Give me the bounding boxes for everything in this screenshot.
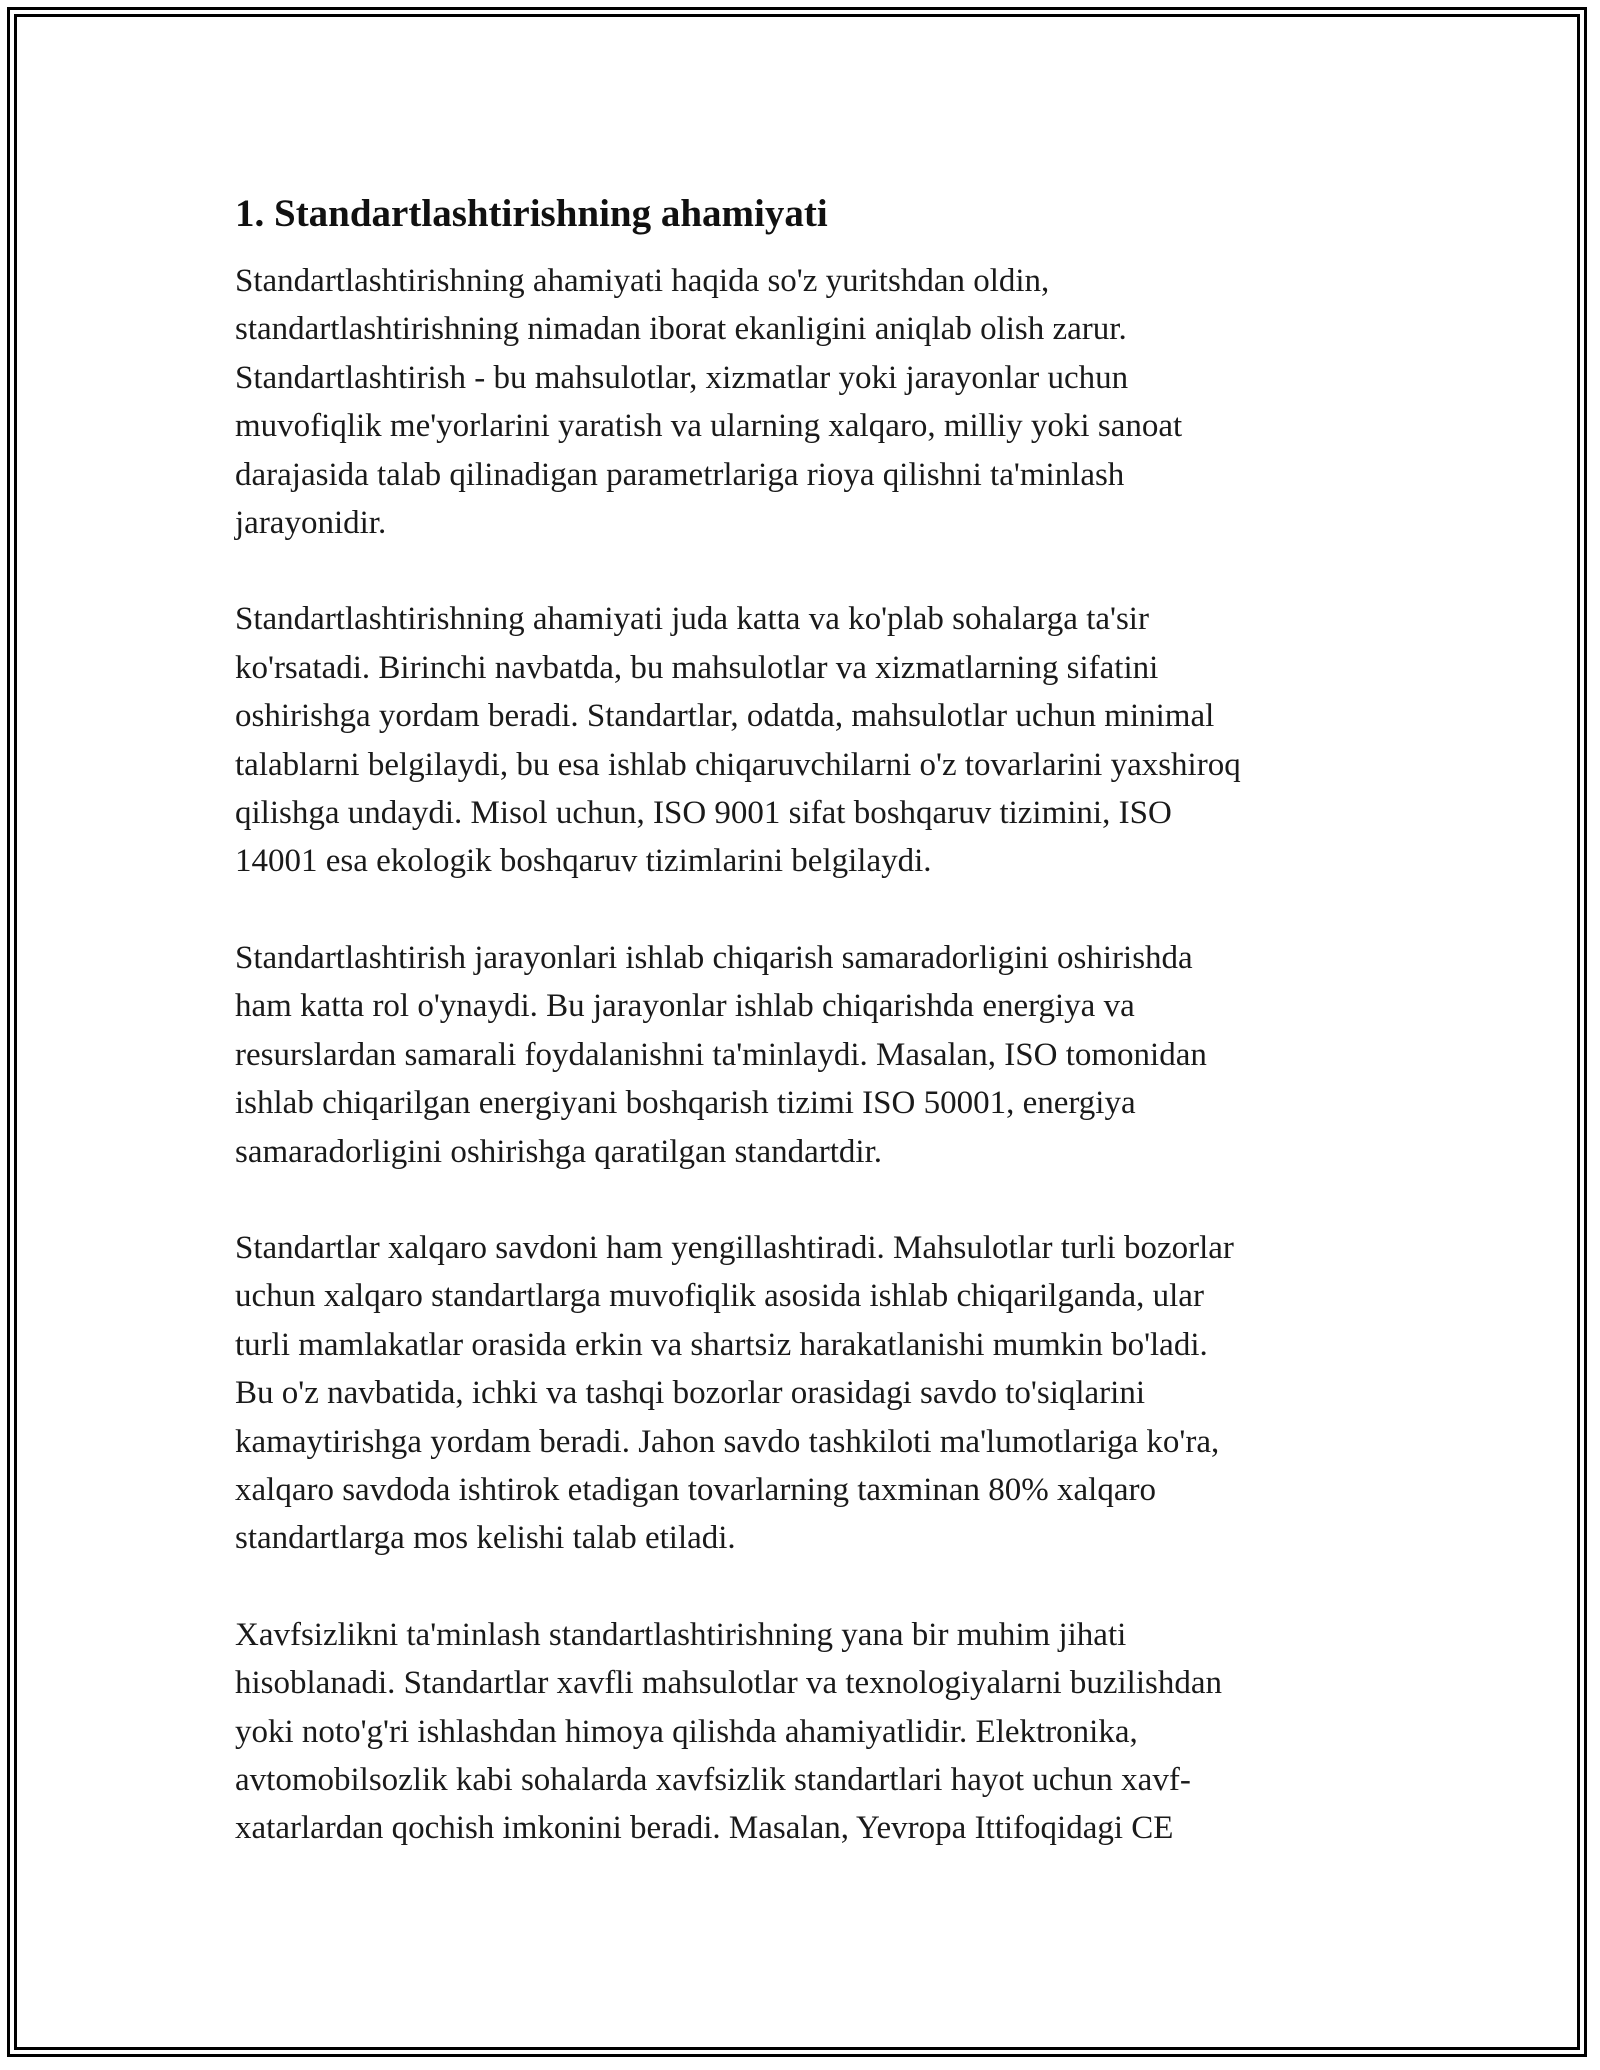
text-line: ishlab chiqarilgan energiyani boshqarish tizimi ISO 50001, energiya	[235, 1085, 1136, 1122]
text-line: Standartlar xalqaro savdoni ham yengillashtiradi. Mahsulotlar turli bozorlar	[235, 1229, 1234, 1266]
text-line: talablarni belgilaydi, bu esa ishlab chiqaruvchilarni o'z tovarlarini yaxshiroq	[235, 746, 1241, 783]
text-line: hisoblanadi. Standartlar xavfli mahsulotlar va texnologiyalarni buzilishdan	[235, 1665, 1223, 1702]
paragraph-5	[235, 1611, 1375, 1853]
paragraph-4	[235, 1224, 1375, 1563]
text-line: xalqaro savdoda ishtirok etadigan tovarlarning taxminan 80% xalqaro	[235, 1471, 1156, 1508]
paragraph-1	[235, 257, 1375, 547]
text-line: Standartlashtirish jarayonlari ishlab chiqarish samaradorligini oshirishda	[235, 939, 1193, 976]
text-line: Standartlashtirish - bu mahsulotlar, xizmatlar yoki jarayonlar uchun	[235, 359, 1129, 396]
text-line: kamaytirishga yordam beradi. Jahon savdo tashkiloti ma'lumotlariga ko'ra,	[235, 1423, 1220, 1460]
text-line: turli mamlakatlar orasida erkin va shartsiz harakatlanishi mumkin bo'ladi.	[235, 1326, 1208, 1363]
text-line: jarayonidir.	[235, 505, 387, 542]
text-line: samaradorligini oshirishga qaratilgan standartdir.	[235, 1133, 882, 1170]
section-heading: 1. Standartlashtirishning ahamiyati	[235, 192, 828, 235]
text-line: ko'rsatadi. Birinchi navbatda, bu mahsulotlar va xizmatlarning sifatini	[235, 649, 1159, 686]
text-line: oshirishga yordam beradi. Standartlar, odatda, mahsulotlar uchun minimal	[235, 698, 1215, 735]
text-line: darajasida talab qilinadigan parametrlariga rioya qilishni ta'minlash	[235, 456, 1125, 493]
paragraph-2	[235, 595, 1375, 885]
text-line: xatarlardan qochish imkonini beradi. Masalan, Yevropa Ittifoqidagi CE	[235, 1810, 1174, 1847]
text-line: standartlashtirishning nimadan iborat ekanligini aniqlab olish zarur.	[235, 311, 1127, 348]
text-line: Xavfsizlikni ta'minlash standartlashtirishning yana bir muhim jihati	[235, 1616, 1127, 1653]
text-line: qilishga undaydi. Misol uchun, ISO 9001 sifat boshqaruv tizimini, ISO	[235, 795, 1172, 832]
document-body	[235, 183, 1375, 1901]
text-line: resurslardan samarali foydalanishni ta'minlaydi. Masalan, ISO tomonidan	[235, 1036, 1207, 1073]
text-line: Bu o'z navbatida, ichki va tashqi bozorlar orasidagi savdo to'siqlarini	[235, 1375, 1145, 1412]
paragraph-3	[235, 934, 1375, 1176]
text-line: Standartlashtirishning ahamiyati haqida so'z yuritshdan oldin,	[235, 263, 1050, 299]
text-line: yoki noto'g'ri ishlashdan himoya qilishda ahamiyatlidir. Elektronika,	[235, 1713, 1138, 1750]
text-line: muvofiqlik me'yorlarini yaratish va ularning xalqaro, milliy yoki sanoat	[235, 408, 1183, 445]
text-line: 14001 esa ekologik boshqaruv tizimlarini belgilaydi.	[235, 843, 932, 880]
text-line: standartlarga mos kelishi talab etiladi.	[235, 1520, 736, 1557]
text-line: ham katta rol o'ynaydi. Bu jarayonlar ishlab chiqarishda energiya va	[235, 988, 1135, 1025]
text-line: uchun xalqaro standartlarga muvofiqlik asosida ishlab chiqarilganda, ular	[235, 1278, 1204, 1315]
text-line: avtomobilsozlik kabi sohalarda xavfsizlik standartlari hayot uchun xavf-	[235, 1761, 1191, 1798]
text-line: Standartlashtirishning ahamiyati juda katta va ko'plab sohalarga ta'sir	[235, 601, 1149, 638]
